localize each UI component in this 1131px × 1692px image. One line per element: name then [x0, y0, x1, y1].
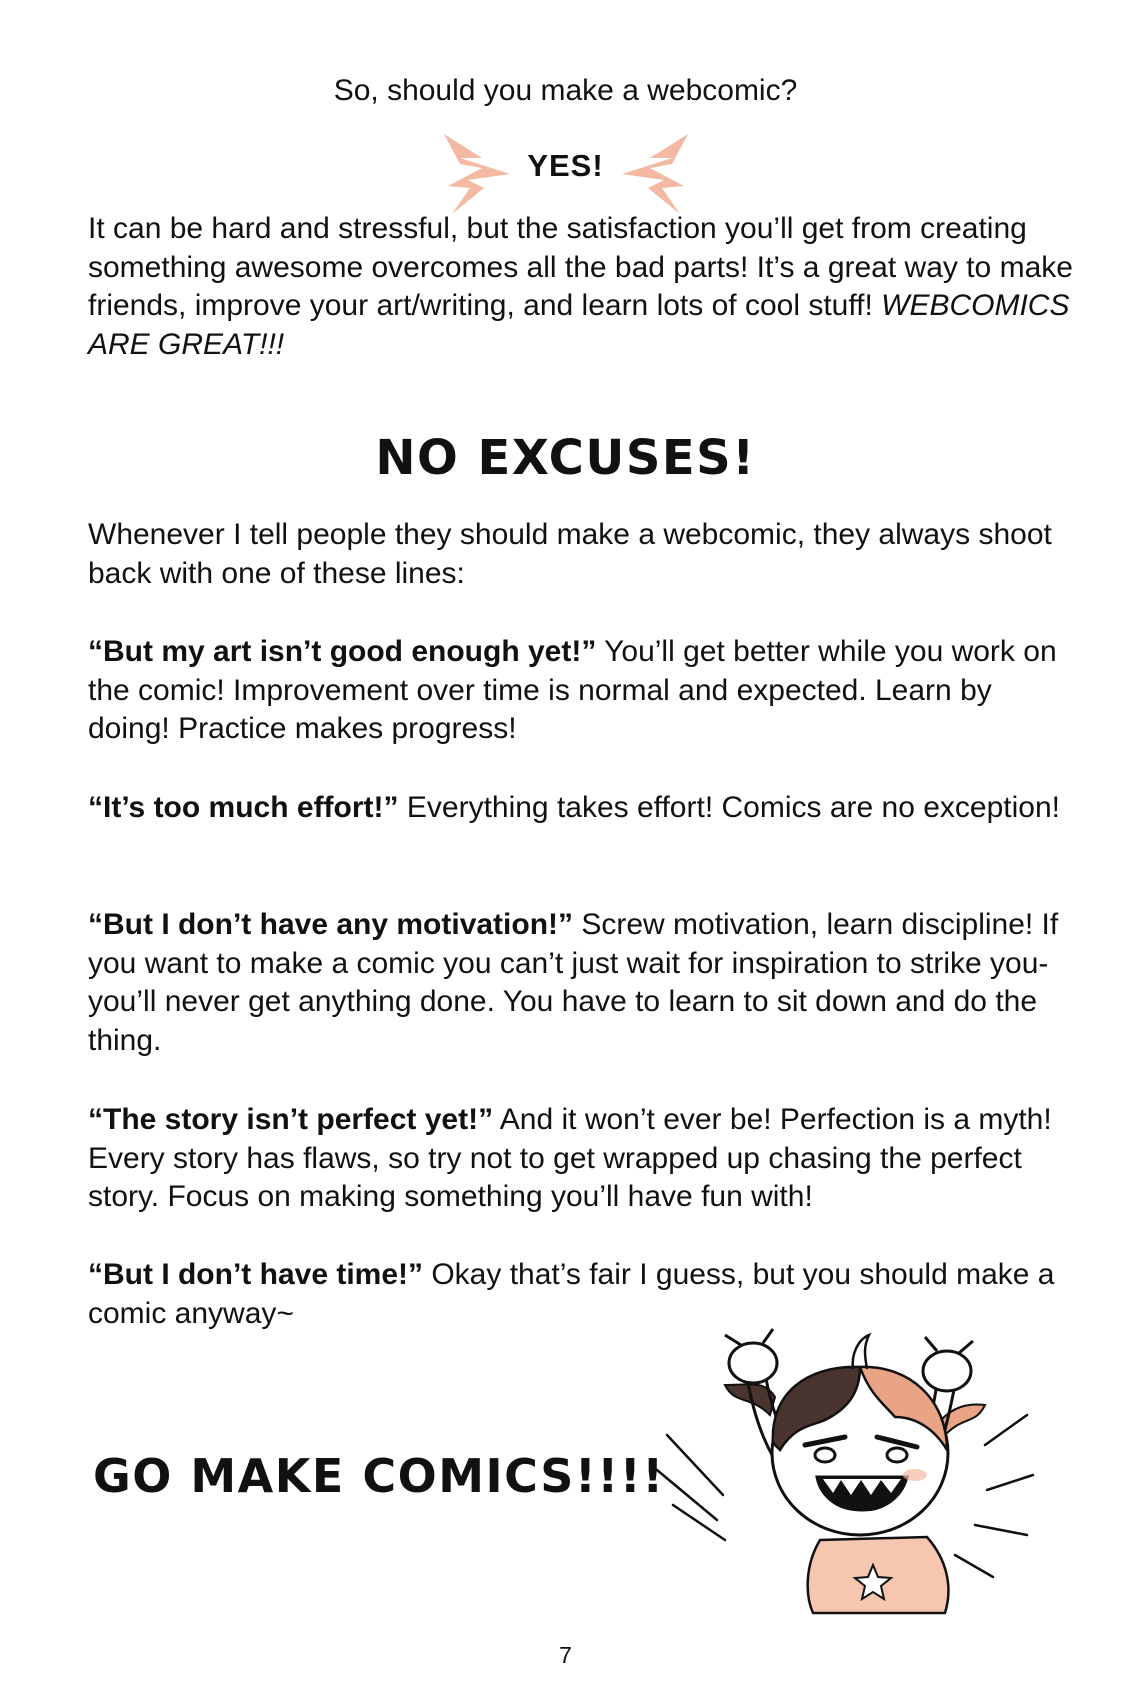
go-make-comics-heading: GO MAKE COMICS!!!!: [93, 1449, 665, 1503]
burst-right-icon: [620, 128, 690, 218]
paragraph-benefits-emphasis: WEBCOMICS ARE GREAT!!!: [88, 289, 1070, 361]
excuse-quote: “But my art isn’t good enough yet!”: [88, 635, 597, 668]
excuse-response: You’ll get better while you work on the comic! Improvement over time is normal and expected. Learn by doing! Practice makes progress!: [88, 635, 1057, 745]
excuse-response: And it won’t ever be! Perfection is a myth! Every story has flaws, so try not to get wrapped up chasing the perfect story. Focus on making something you’ll have fun with!: [88, 1103, 1052, 1213]
paragraph-benefits: [88, 210, 1078, 364]
intro-question: So, should you make a webcomic?: [333, 74, 798, 107]
excuse-quote: “It’s too much effort!”: [88, 791, 399, 824]
no-excuses-heading: NO EXCUSES!: [375, 430, 756, 486]
excuses-intro: Whenever I tell people they should make a webcomic, they always shoot back with one of these lines:: [88, 518, 1052, 590]
excuse-quote: “The story isn’t perfect yet!”: [88, 1103, 494, 1136]
excuse-response: Everything takes effort! Comics are no exception!: [398, 791, 1060, 824]
excuse-time: [88, 1256, 1078, 1333]
excuse-quote: “But I don’t have time!”: [88, 1258, 424, 1291]
yes-callout: [0, 128, 1131, 218]
excuse-story: [88, 1101, 1078, 1217]
yes-label: YES!: [527, 148, 604, 183]
page-number: 7: [559, 1642, 572, 1668]
excuse-response: Screw motivation, learn discipline! If you want to make a comic you can’t just wait for inspiration to strike you- you’ll never get anything done. You have to learn to sit down and do the thing.: [88, 908, 1059, 1057]
excuse-art: [88, 633, 1078, 749]
paragraph-benefits-text: It can be hard and stressful, but the satisfaction you’ll get from creating something awesome overcomes all the bad parts! It’s a great way to make friends, improve your art/writing, and learn lots of cool stuff!: [88, 212, 1073, 322]
excuse-response: Okay that’s fair I guess, but you should make a comic anyway~: [88, 1258, 1055, 1330]
cheering-character-illustration: [655, 1325, 1035, 1615]
excuse-quote: “But I don’t have any motivation!”: [88, 908, 574, 941]
excuse-effort: [88, 789, 1078, 828]
excuse-motivation: [88, 906, 1078, 1060]
